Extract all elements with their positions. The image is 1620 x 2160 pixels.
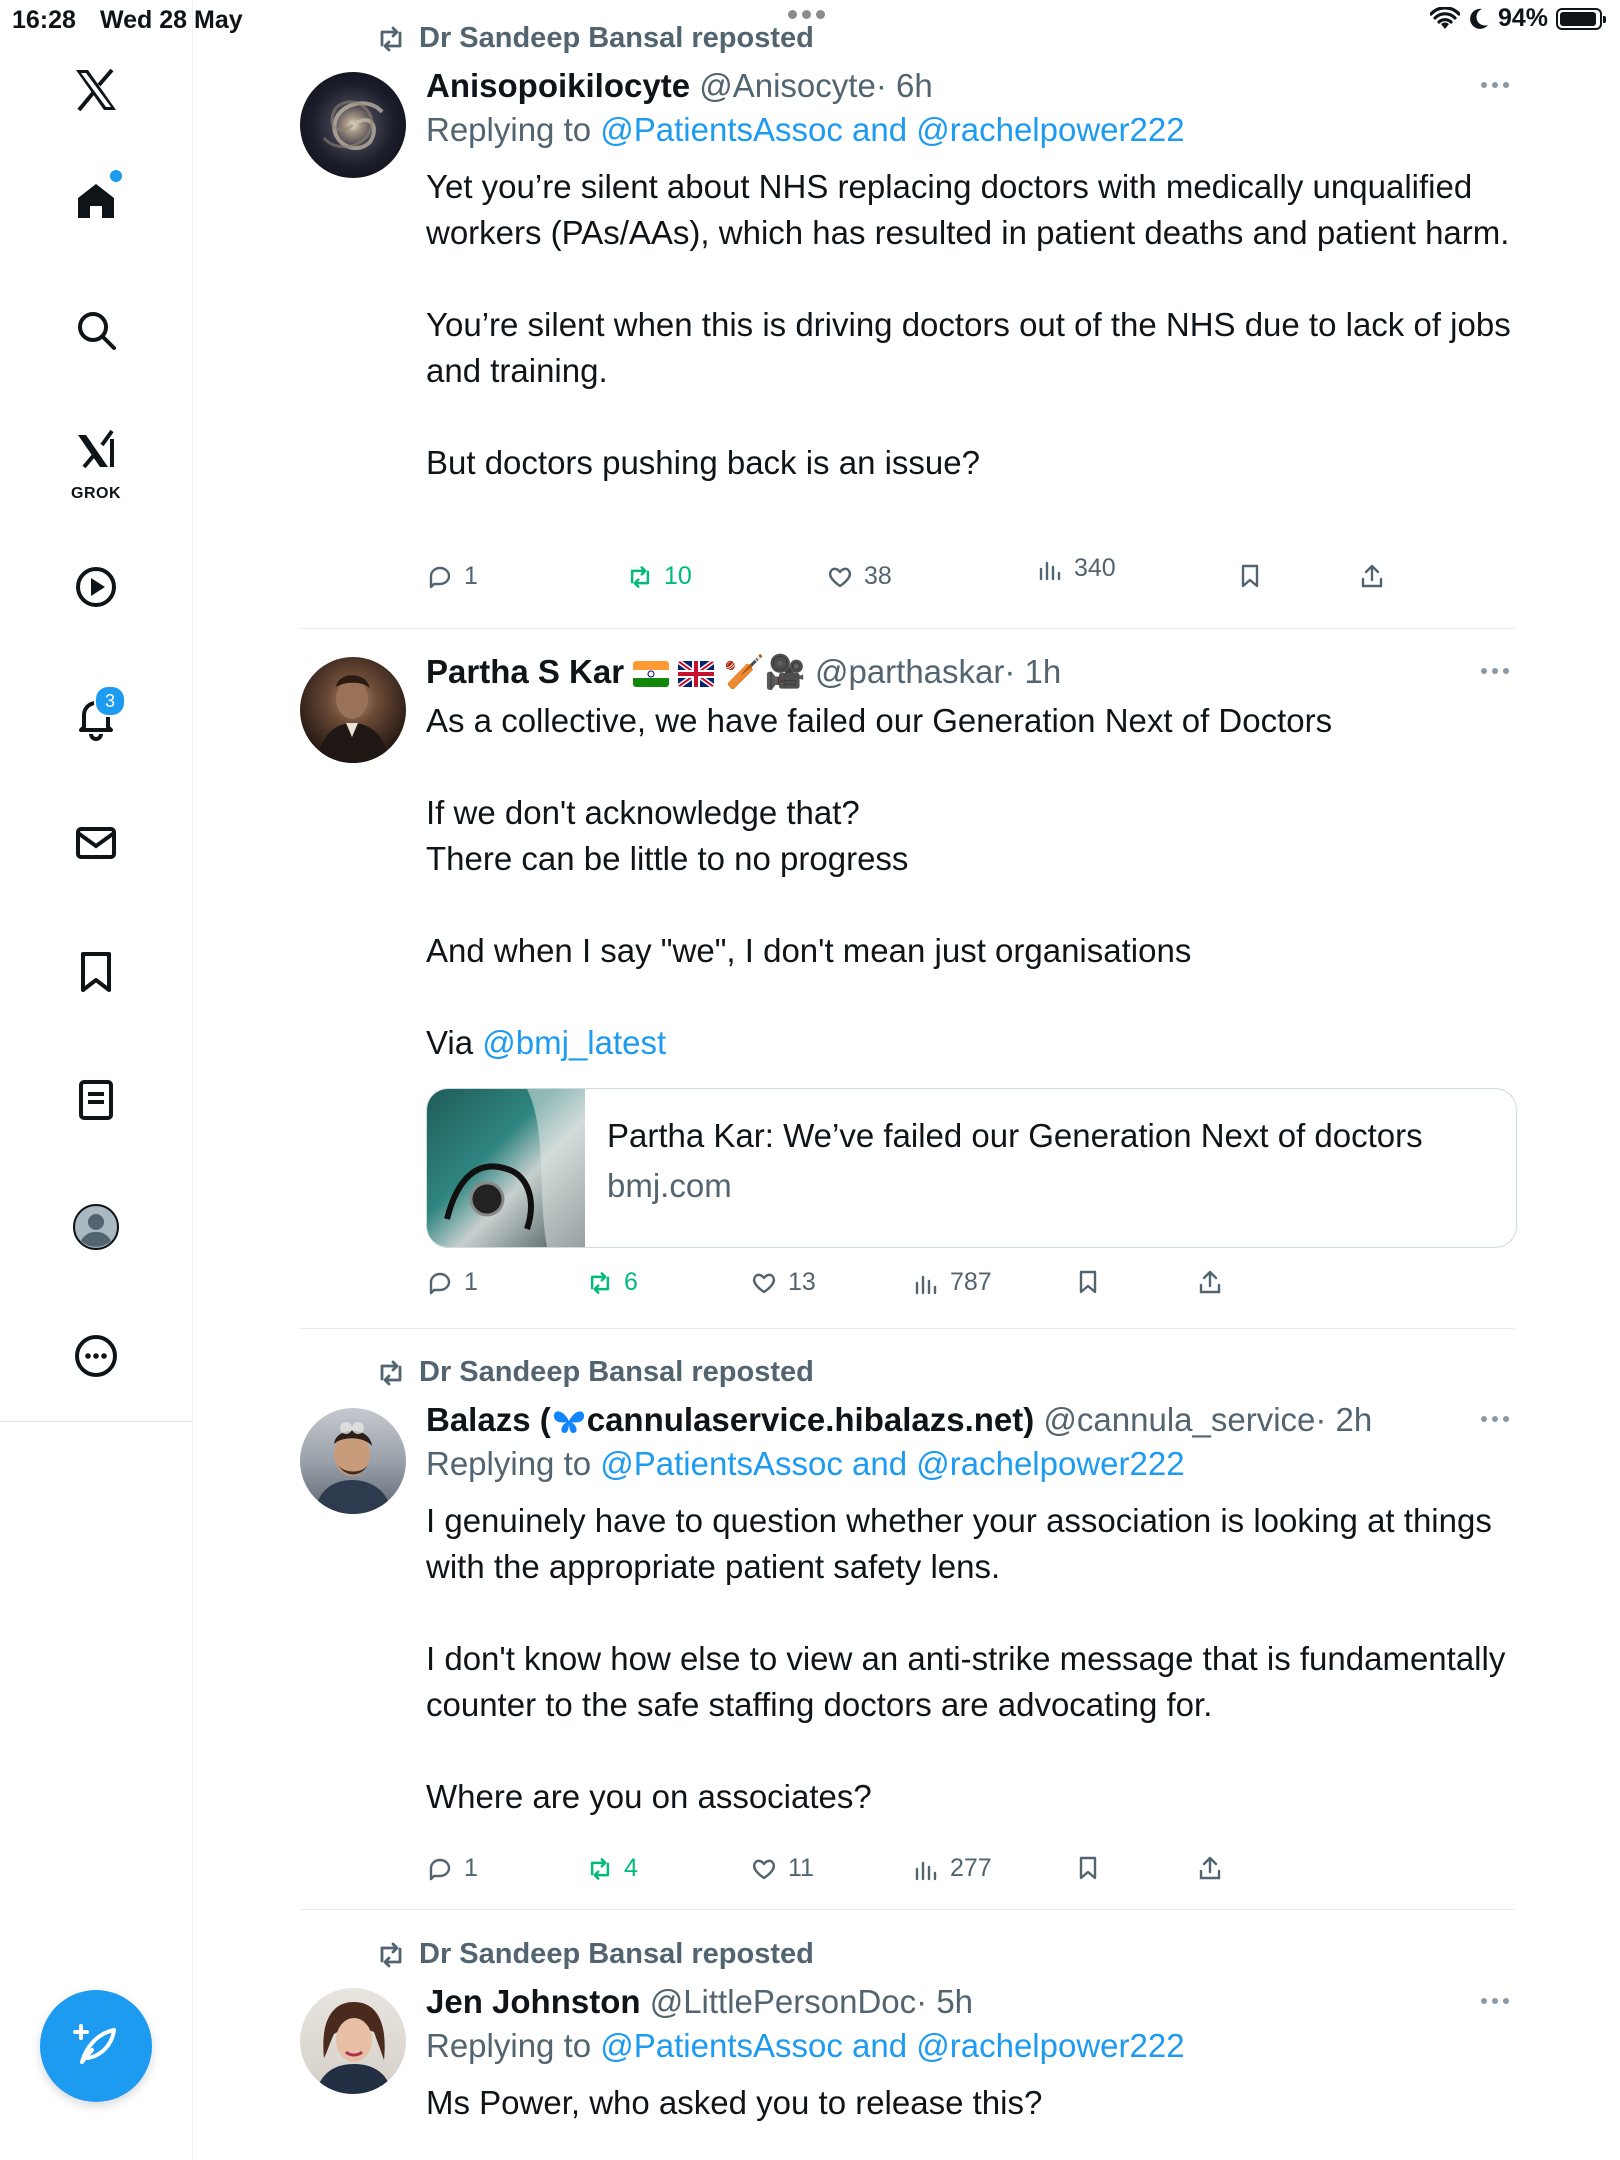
tweet-paragraph: There can be little to no progress <box>426 840 909 877</box>
sidebar-item-bookmarks[interactable] <box>56 932 136 1012</box>
like-button[interactable] <box>826 562 892 591</box>
grok-icon <box>72 427 120 475</box>
repost-icon <box>586 1855 614 1883</box>
home-icon <box>72 176 120 224</box>
bookmark-icon <box>72 948 120 996</box>
replying-to <box>426 108 1515 152</box>
share-button[interactable] <box>1196 1854 1224 1882</box>
sidebar-item-video[interactable] <box>56 547 136 627</box>
via-label: Via <box>426 1024 483 1061</box>
repost-count: 4 <box>624 1854 638 1882</box>
bookmark-button[interactable] <box>1236 562 1264 590</box>
tweet-text <box>426 164 1515 486</box>
repost-button[interactable] <box>626 562 692 591</box>
more-options-button[interactable] <box>1475 656 1515 686</box>
tweet-paragraph: I don't know how else to view an anti-strike message that is fundamentally counter to the safe staffing doctors are advocating for. <box>426 1640 1506 1723</box>
avatar[interactable] <box>300 72 406 178</box>
tweet-divider <box>300 1909 1515 1910</box>
tweet-paragraph <box>426 1020 1515 1066</box>
bookmark-button[interactable] <box>1074 1268 1102 1296</box>
repost-text: Dr Sandeep Bansal reposted <box>419 22 814 54</box>
author-handle[interactable]: @Anisocyte <box>699 67 876 104</box>
tweet-content <box>426 1980 1515 2126</box>
author-name[interactable]: Anisopoikilocyte <box>426 67 691 104</box>
tweet-content <box>426 650 1515 1066</box>
bookmark-button[interactable] <box>1074 1854 1102 1882</box>
share-icon <box>1358 562 1386 590</box>
link-card-image <box>427 1089 585 1247</box>
sidebar-item-notifications[interactable] <box>56 677 136 757</box>
repost-button[interactable] <box>586 1854 638 1883</box>
sidebar-item-home[interactable] <box>56 160 136 240</box>
sidebar-divider <box>0 1421 192 1422</box>
like-button[interactable] <box>750 1268 816 1297</box>
tweet-content <box>426 1398 1515 1820</box>
uk-flag-icon <box>678 661 714 687</box>
view-count: 340 <box>1074 554 1116 582</box>
author-handle[interactable]: @parthaskar <box>814 653 1005 690</box>
tweet-actions <box>426 1268 1426 1308</box>
views-chart-icon <box>912 1855 940 1883</box>
link-card-domain: bmj.com <box>607 1167 732 1204</box>
share-icon <box>1196 1854 1224 1882</box>
share-button[interactable] <box>1358 562 1386 590</box>
tweet-content <box>426 64 1515 486</box>
tweet-paragraph: If we don't acknowledge that? <box>426 794 860 831</box>
moon-icon <box>1468 7 1490 31</box>
sidebar-item-more[interactable] <box>56 1316 136 1396</box>
view-count: 787 <box>950 1268 992 1296</box>
tweet-paragraph: As a collective, we have failed our Generation Next of Doctors <box>426 702 1333 739</box>
tweet-paragraph: Where are you on associates? <box>426 1778 872 1815</box>
more-options-button[interactable] <box>1475 1986 1515 2016</box>
author-name[interactable]: Partha S Kar <box>426 653 625 690</box>
via-link[interactable]: @bmj_latest <box>482 1024 667 1061</box>
tweet-paragraph: Yet you’re silent about NHS replacing doctors with medically unqualified workers (PAs/AAs), which has resulted in patient deaths and patient harm. <box>426 168 1510 251</box>
views-button[interactable] <box>1036 554 1116 583</box>
author-name-prefix: Balazs ( <box>426 1401 551 1438</box>
views-chart-icon <box>912 1269 940 1297</box>
compose-feather-icon <box>68 2018 124 2074</box>
heart-icon <box>826 563 854 591</box>
avatar[interactable] <box>300 1408 406 1514</box>
more-options-button[interactable] <box>1475 70 1515 100</box>
battery-fill <box>1560 12 1596 26</box>
more-options-button[interactable] <box>1475 1404 1515 1434</box>
repost-icon <box>626 563 654 591</box>
mail-icon <box>72 819 120 867</box>
reply-icon <box>426 563 454 591</box>
sidebar <box>0 0 193 2160</box>
repost-indicator <box>375 22 814 55</box>
battery-icon <box>1556 8 1602 30</box>
battery-percent: 94% <box>1497 4 1548 32</box>
name-emoji: 🏏🎥 <box>723 653 806 690</box>
author-name-suffix: cannulaservice.hibalazs.net) <box>586 1401 1035 1438</box>
repost-icon <box>375 23 407 55</box>
tweet-header <box>426 64 1515 108</box>
like-count: 38 <box>864 562 892 590</box>
repost-icon <box>375 1357 407 1389</box>
repost-button[interactable] <box>586 1268 638 1297</box>
like-count: 13 <box>788 1268 816 1296</box>
reply-icon <box>426 1855 454 1883</box>
tweet-paragraph: You’re silent when this is driving doctors out of the NHS due to lack of jobs and training. <box>426 306 1511 389</box>
view-count: 277 <box>950 1854 992 1882</box>
post-time[interactable]: · 5h <box>916 1983 974 2020</box>
tweet-paragraph: And when I say "we", I don't mean just organisations <box>426 932 1192 969</box>
sidebar-item-grok[interactable] <box>56 415 136 507</box>
tweet-text <box>426 698 1515 1066</box>
heart-icon <box>750 1269 778 1297</box>
avatar[interactable] <box>300 1988 406 2094</box>
sidebar-item-search[interactable] <box>56 290 136 370</box>
replying-to-label: Replying to <box>426 1445 601 1482</box>
sidebar-item-lists[interactable] <box>56 1060 136 1140</box>
profile-avatar-icon <box>72 1203 120 1251</box>
reply-count: 1 <box>464 562 478 590</box>
heart-icon <box>750 1855 778 1883</box>
link-card-title: Partha Kar: We’ve failed our Generation Next of doctors <box>607 1117 1423 1154</box>
replying-to-link[interactable]: @PatientsAssoc and @rachelpower222 <box>600 1445 1185 1482</box>
tweet-paragraph: But doctors pushing back is an issue? <box>426 444 980 481</box>
tweet-paragraph: I genuinely have to question whether your association is looking at things with the appropriate patient safety lens. <box>426 1502 1492 1585</box>
reply-count: 1 <box>464 1268 478 1296</box>
author-name[interactable]: Jen Johnston <box>426 1983 641 2020</box>
post-time[interactable]: · 2h <box>1315 1401 1373 1438</box>
unread-dot <box>110 170 122 182</box>
views-button[interactable] <box>912 1268 992 1297</box>
like-count: 11 <box>788 1854 814 1882</box>
sidebar-item-profile[interactable] <box>56 1187 136 1267</box>
tweet-text <box>426 1498 1515 1820</box>
repost-indicator <box>375 1938 814 1971</box>
reply-button[interactable] <box>426 1268 478 1297</box>
repost-icon <box>586 1269 614 1297</box>
x-logo-icon[interactable] <box>56 50 136 130</box>
replying-to <box>426 2024 1515 2068</box>
avatar[interactable] <box>300 657 406 763</box>
tweet-paragraph: Ms Power, who asked you to release this? <box>426 2084 1043 2121</box>
tweet-actions <box>426 1854 1426 1894</box>
search-icon <box>72 306 120 354</box>
list-icon <box>72 1076 120 1124</box>
multitasking-dots-icon[interactable] <box>788 6 836 20</box>
tweet-text <box>426 2080 1515 2126</box>
reply-button[interactable] <box>426 1854 478 1883</box>
share-icon <box>1196 1268 1224 1296</box>
grok-label: GROK <box>71 485 121 502</box>
author-handle[interactable]: @cannula_service <box>1043 1401 1316 1438</box>
repost-text: Dr Sandeep Bansal reposted <box>419 1938 814 1970</box>
replying-to-label: Replying to <box>426 2027 601 2064</box>
reply-button[interactable] <box>426 562 478 591</box>
link-card[interactable] <box>426 1088 1517 1248</box>
butterfly-icon <box>551 1407 587 1437</box>
tweet-divider <box>300 1328 1515 1329</box>
repost-count: 6 <box>624 1268 638 1296</box>
status-time: 16:28 <box>12 6 76 34</box>
play-icon <box>72 563 120 611</box>
wifi-icon <box>1430 7 1460 31</box>
repost-text: Dr Sandeep Bansal reposted <box>419 1356 814 1388</box>
repost-icon <box>375 1939 407 1971</box>
tweet-header <box>426 1398 1515 1442</box>
notifications-badge: 3 <box>94 685 126 717</box>
replying-to-link[interactable]: @PatientsAssoc and @rachelpower222 <box>600 111 1185 148</box>
views-button[interactable] <box>912 1854 992 1883</box>
views-chart-icon <box>1036 555 1064 583</box>
more-circle-icon <box>72 1332 120 1380</box>
bookmark-icon <box>1074 1268 1102 1296</box>
sidebar-item-messages[interactable] <box>56 803 136 883</box>
status-right <box>1430 4 1602 33</box>
reply-icon <box>426 1269 454 1297</box>
share-button[interactable] <box>1196 1268 1224 1296</box>
bookmark-icon <box>1074 1854 1102 1882</box>
author-handle[interactable]: @LittlePersonDoc <box>649 1983 917 2020</box>
replying-to-label: Replying to <box>426 111 601 148</box>
status-date: Wed 28 May <box>100 6 243 34</box>
like-button[interactable] <box>750 1854 814 1883</box>
reply-count: 1 <box>464 1854 478 1882</box>
bookmark-icon <box>1236 562 1264 590</box>
tweet-header <box>426 650 1515 694</box>
post-time[interactable]: · 6h <box>875 67 933 104</box>
repost-indicator <box>375 1356 814 1389</box>
author-name[interactable] <box>426 1401 1034 1438</box>
india-flag-icon <box>633 661 669 687</box>
replying-to-link[interactable]: @PatientsAssoc and @rachelpower222 <box>600 2027 1185 2064</box>
tweet-header <box>426 1980 1515 2024</box>
replying-to <box>426 1442 1515 1486</box>
post-time[interactable]: · 1h <box>1004 653 1062 690</box>
compose-post-button[interactable] <box>40 1990 152 2102</box>
repost-count: 10 <box>664 562 692 590</box>
tweet-actions <box>426 554 1426 602</box>
tweet-divider <box>300 628 1515 629</box>
